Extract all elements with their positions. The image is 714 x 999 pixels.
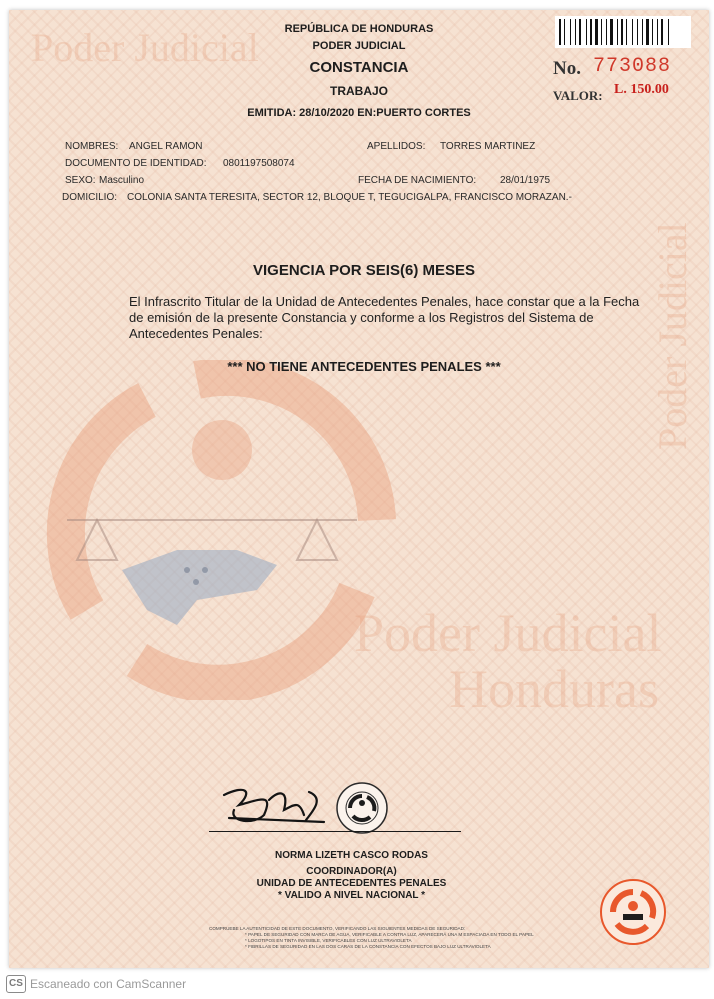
- apellidos-value: TORRES MARTINEZ: [440, 141, 536, 152]
- barcode: [555, 16, 691, 48]
- serial-number-value: 773088: [593, 55, 672, 78]
- barcode-bar: [637, 19, 638, 45]
- barcode-bar: [608, 19, 609, 45]
- barcode-bar: [570, 19, 571, 45]
- barcode-bar: [590, 19, 592, 45]
- signer-unit: UNIDAD DE ANTECEDENTES PENALES: [256, 878, 447, 889]
- handwritten-signature: [214, 780, 334, 835]
- value-label: VALOR:: [553, 88, 603, 103]
- barcode-bar: [646, 19, 649, 45]
- documento-label: DOCUMENTO DE IDENTIDAD:: [65, 158, 207, 169]
- barcode-bar: [657, 19, 658, 45]
- barcode-bar: [564, 19, 565, 45]
- camscanner-caption: Escaneado con CamScanner: [30, 977, 187, 991]
- barcode-bar: [582, 19, 585, 45]
- document-type: TRABAJO: [329, 84, 388, 98]
- republic-heading: REPÚBLICA DE HONDURAS: [284, 23, 434, 35]
- barcode-bar: [577, 19, 578, 45]
- barcode-bar: [652, 19, 653, 45]
- barcode-bar: [634, 19, 636, 45]
- domicilio-value: COLONIA SANTA TERESITA, SECTOR 12, BLOQUE T, TEGUCIGALPA, FRANCISCO MORAZAN.-: [127, 192, 572, 203]
- unit-round-seal-icon: [335, 781, 389, 835]
- certificate-sheet: [9, 10, 709, 968]
- barcode-bar: [626, 19, 627, 45]
- sexo-label: SEXO:: [65, 175, 96, 186]
- barcode-bar: [642, 19, 643, 45]
- security-notes: [209, 926, 649, 950]
- barcode-bar: [579, 19, 581, 45]
- barcode-bar: [588, 19, 589, 45]
- value-amount: L. 150.00: [614, 82, 669, 97]
- signer-role: COORDINADOR(A): [306, 866, 397, 877]
- barcode-bar: [562, 19, 563, 45]
- institution-heading: PODER JUDICIAL: [312, 40, 406, 52]
- national-validity: * VALIDO A NIVEL NACIONAL *: [277, 890, 426, 901]
- barcode-bar: [668, 19, 669, 45]
- barcode-bar: [621, 19, 623, 45]
- document-title: CONSTANCIA: [309, 59, 409, 76]
- security-note-line: * PAPEL DE SEGURIDAD CON MARCA DE AGUA, VERIFICABLE A CONTRA LUZ, APARECERÁ UNA M ESPACIADA EN TODO EL PAPEL: [245, 932, 534, 937]
- barcode-bar: [595, 19, 598, 45]
- barcode-bar: [659, 19, 660, 45]
- barcode-bar: [670, 19, 671, 45]
- barcode-bar: [559, 19, 561, 45]
- sexo-value: Masculino: [99, 175, 145, 186]
- barcode-bar: [661, 19, 663, 45]
- barcode-bar: [586, 19, 587, 45]
- apellidos-label: APELLIDOS:: [367, 141, 426, 152]
- barcode-bar: [619, 19, 620, 45]
- barcode-bar: [650, 19, 651, 45]
- barcode-bar: [654, 19, 656, 45]
- signer-name: NORMA LIZETH CASCO RODAS: [275, 850, 428, 861]
- security-note-line: COMPRUEBE LA AUTENTICIDAD DE ESTE DOCUMENTO, VERIFICANDO LAS SIGUIENTES MEDIDAS DE SEGURIDAD:: [209, 926, 466, 931]
- watermark-top: Poder Judicial: [31, 25, 259, 70]
- watermark-side: Poder Judicial: [650, 222, 695, 450]
- barcode-bar: [603, 19, 605, 45]
- security-note-line: * FIBRILLAS DE SEGURIDAD EN LAS DOS CARAS DE LA CONSTANCIA CON EFECTOS BAJO LUZ ULTRAVIOLETA: [245, 944, 491, 949]
- barcode-bar: [572, 19, 574, 45]
- barcode-bar: [632, 19, 633, 45]
- certification-paragraph: El Infrascrito Titular de la Unidad de Antecedentes Penales, hace constar que a la Fecha de emisión de la presente Constancia y conforme a los Registros del Sistema de Antecedentes Penales:: [129, 294, 640, 341]
- nombres-label: NOMBRES:: [65, 141, 119, 152]
- documento-value: 0801197508074: [223, 158, 295, 169]
- security-note-line: * LOGOTIPOS EN TINTA INVISIBLE, VERIFICABLES CON LUZ ULTRAVIOLETA: [245, 938, 412, 943]
- barcode-bar: [593, 19, 594, 45]
- serial-number-label: No.: [553, 58, 581, 79]
- barcode-bar: [628, 19, 631, 45]
- camscanner-logo: CS: [6, 975, 26, 993]
- issue-line: EMITIDA: 28/10/2020 EN:PUERTO CORTES: [247, 107, 471, 119]
- barcode-bar: [575, 19, 576, 45]
- barcode-bar: [617, 19, 618, 45]
- barcode-bar: [614, 19, 616, 45]
- domicilio-label: DOMICILIO:: [62, 192, 118, 203]
- barcode-bar: [566, 19, 569, 45]
- watermark-bottom-line2: Honduras: [449, 659, 659, 719]
- barcode-bar: [639, 19, 641, 45]
- signature-line: [209, 831, 461, 832]
- barcode-bar: [606, 19, 607, 45]
- judicial-emblem-watermark-icon: [27, 360, 407, 700]
- nacimiento-label: FECHA DE NACIMIENTO:: [358, 175, 477, 186]
- barcode-bar: [664, 19, 667, 45]
- barcode-bar: [610, 19, 613, 45]
- barcode-bar: [599, 19, 600, 45]
- barcode-bar: [601, 19, 602, 45]
- validity-heading: VIGENCIA POR SEIS(6) MESES: [253, 262, 475, 279]
- barcode-bar: [644, 19, 645, 45]
- criminal-record-result: *** NO TIENE ANTECEDENTES PENALES ***: [227, 359, 501, 374]
- nombres-value: ANGEL RAMON: [129, 141, 203, 152]
- barcode-bar: [624, 19, 625, 45]
- watermark-bottom-line1: Poder Judicial: [354, 603, 662, 663]
- nacimiento-value: 28/01/1975: [500, 175, 551, 186]
